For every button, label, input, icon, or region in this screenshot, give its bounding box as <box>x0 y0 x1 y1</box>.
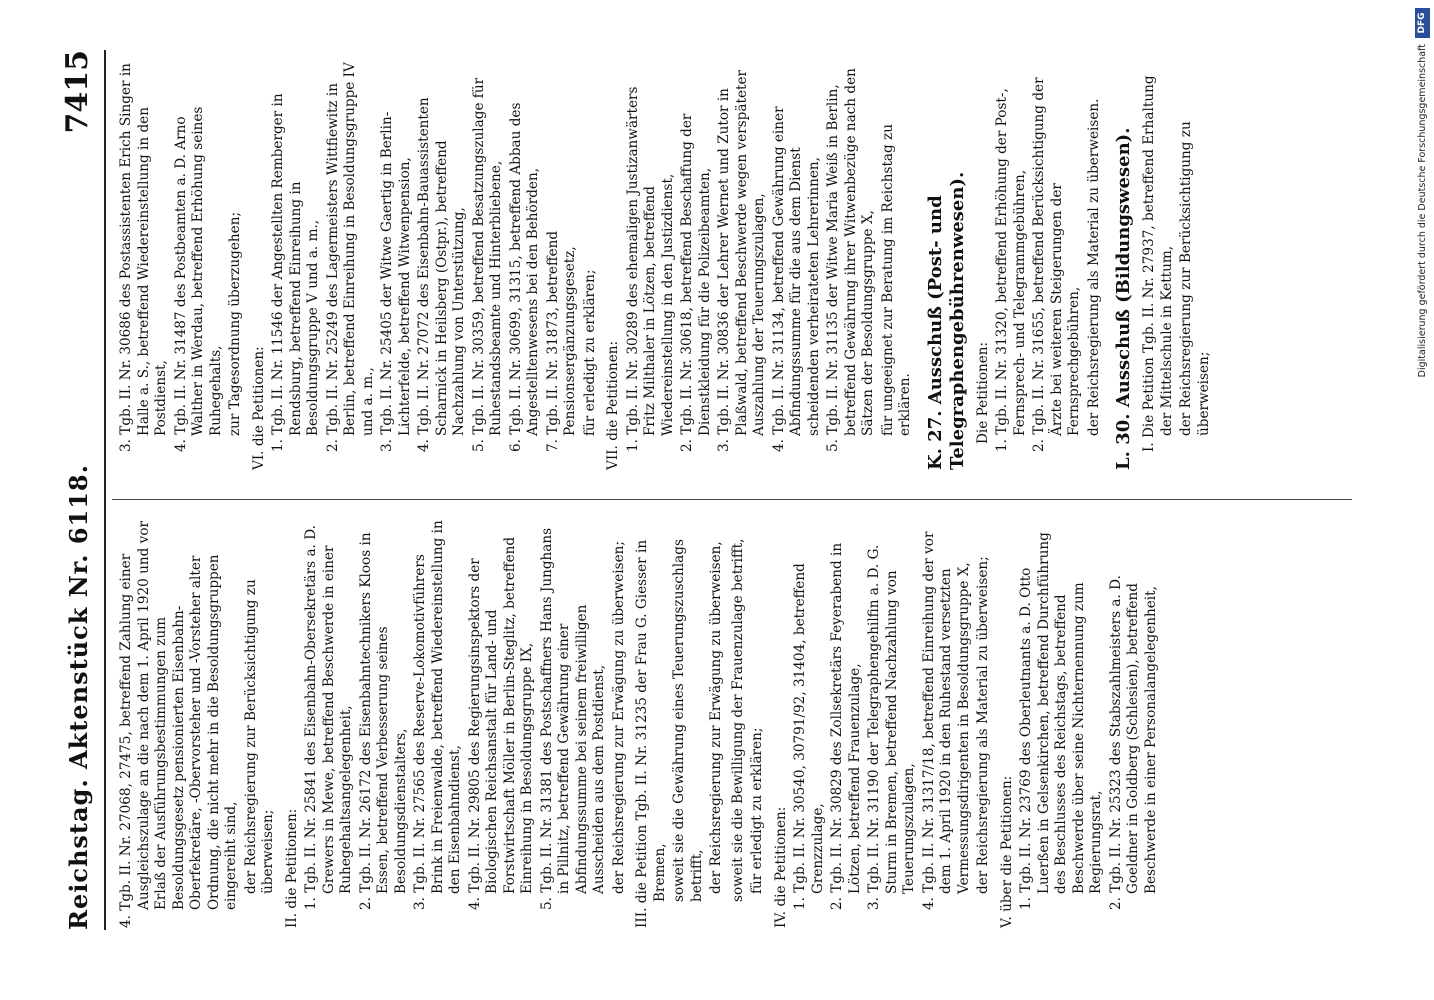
resolution: für erledigt zu erklären; <box>581 269 598 436</box>
resolution: zur Tagesordnung überzugehen; <box>227 211 243 436</box>
column-divider <box>112 499 1352 500</box>
petition-item: 1. Tgb. II. Nr. 30540, 30791/92, 31404, betreffend Grenzzulage, <box>792 563 826 910</box>
resolution: der Reichsregierung zur Berücksichtigung zu überweisen; <box>1178 121 1212 436</box>
petition-item: 4. Tgb. II. Nr. 31134, betreffend Gewährung einer Abfindungssumme für die aus dem Dienst scheidenden verheirateten Lehrerinnen, <box>770 106 822 452</box>
header-rule <box>104 50 106 930</box>
text-column-right <box>118 60 1217 470</box>
petition-item: 3. Tgb. II. Nr. 25405 der Witwe Gaertig in Berlin-Lichterfelde, betreffend Witwenpension, <box>379 111 413 452</box>
dfg-logo-icon: DFG <box>1415 8 1430 38</box>
resolution: für ungeeignet zur Beratung im Reichstag zu erklären. <box>879 124 913 436</box>
petition-item: 2. Tgb. II. Nr. 31655, betreffend Berücksichtigung der Ärzte bei weiteren Steigerungen der Fernsprechgebühren, <box>1031 77 1082 452</box>
resolution: der Reichsregierung zur Berücksichtigung zu überweisen; <box>242 579 276 894</box>
petition-item: 2. Tgb. II. Nr. 30829 des Zollsekretärs Feyerabend in Lötzen, betreffend Frauenzulage, <box>829 542 863 910</box>
committee-heading: K. 27. Ausschuß (Post- und Telegraphengebührenwesen). <box>924 171 968 470</box>
resolution: der Reichsregierung zur Erwägung zu überweisen; <box>610 541 627 894</box>
section-heading: VII. die Petitionen: <box>605 340 621 470</box>
section-heading: III. die Petition Tgb. II. Nr. 31235 der Frau G. Giesser in Bremen, <box>634 539 668 928</box>
petition-item: 4. Tgb. II. Nr. 31487 des Postbeamten a. D. Arno Walther in Werdau, betreffend Erhöhung seines Ruhegehalts, <box>172 106 224 452</box>
petition-item: 1. Tgb. II. Nr. 25841 des Eisenbahn-Obersekretärs a. D. Grewers in Mewe, betreffend Beschwerde in einer Ruhegehaltsangelegenheit, <box>303 525 354 910</box>
text-column-left <box>118 518 1162 928</box>
section-intro: Die Petitionen: <box>974 341 991 444</box>
resolution: der Reichsregierung zur Erwägung zu überweisen, <box>708 541 724 894</box>
committee-heading: L. 30. Ausschuß (Bildungswesen). <box>1113 127 1134 470</box>
petition-item: 4. Tgb. II. Nr. 27072 des Eisenbahn-Bauassistenten Scharnick in Heilsberg (Ostpr.), betreffend Nachzahlung von Unterstützung, <box>416 97 467 452</box>
digitization-credit <box>1410 0 1434 1000</box>
section-heading: II. die Petitionen: <box>283 808 300 928</box>
petition-clause: soweit sie die Bewilligung der Frauenzulage betrifft, <box>729 538 746 902</box>
header-title: Reichstag. Aktenstück Nr. 6118. <box>64 464 93 930</box>
petition-item: 2. Tgb. II. Nr. 26172 des Eisenbahntechnikers Kloos in Essen, betreffend Verbesserung seines Besoldungsdienstalters, <box>357 532 409 910</box>
petition-item: 5. Tgb. II. Nr. 30359, betreffend Besatzungszulage für Ruhestandsbeamte und Hinterbliebene, <box>470 77 504 452</box>
petition-item: 3. Tgb. II. Nr. 31190 der Telegraphengehilfin a. D. G. Sturm in Bremen, betreffend Nachzahlung von Teuerungszulagen, <box>866 544 917 910</box>
petition-item: 2. Tgb. II. Nr. 30618, betreffend Beschaffung der Dienstkleidung für die Polizeibeamten, <box>679 113 713 452</box>
resolution: der Reichsregierung als Material zu überweisen. <box>1085 98 1102 436</box>
petition-item: 4. Tgb. II. Nr. 27068, 27475, betreffend Zahlung einer Ausgleichszulage an die nach dem 1. April 1920 und vor Erlaß der Ausführungsbestimmungen zum Besoldungsgesetz pensionierten Eisenbahn-Oberfekretäre, -Obervorsteher und -Vorsteher alter Ordnung, die nicht mehr in die Besoldungsgruppen eingereiht sind, <box>118 520 239 928</box>
petition-item: 5. Tgb. II. Nr. 31381 des Postschaffners Hans Junghans in Pillnitz, betreffend Gewährung einer Abfindungssumme bei seinem freiwilligen Ausscheiden aus dem Postdienst, <box>538 527 607 910</box>
resolution: für erledigt zu erklären; <box>749 727 765 894</box>
petition-item: 1. Tgb. II. Nr. 31320, betreffend Erhöhung der Post-, Fernsprech- und Telegrammgebühren, <box>994 88 1028 452</box>
petition-item: 3. Tgb. II. Nr. 30686 des Postassistenten Erich Singer in Halle a. S., betreffend Wiedereinstellung in den Postdienst, <box>118 63 169 452</box>
petition-clause: soweit sie die Gewährung eines Teuerungszuschlags betrifft, <box>671 539 705 902</box>
petition-item: 7. Tgb. II. Nr. 31873, betreffend Pensionsergänzungsgesetz, <box>544 230 578 452</box>
petition-item: 3. Tgb. II. Nr. 27565 des Reserve-Lokomotivführers Brink in Freienwalde, betreffend Wiedereinstellung in den Eisenbahndienst, <box>412 520 463 910</box>
credit-text: Digitalisierung gefördert durch die Deutsche Forschungsgemeinschaft <box>1417 44 1428 378</box>
resolution: der Reichsregierung als Material zu überweisen; <box>975 556 991 894</box>
petition-item: 3. Tgb. II. Nr. 30836 der Lehrer Wernet und Zutor in Plaßwald, betreffend Beschwerde wegen verspäteter Auszahlung der Teuerungszulagen, <box>716 70 767 452</box>
credit-rotated <box>1412 0 1434 1000</box>
petition-item: 4. Tgb. II. Nr. 29805 des Regierungsinspektors der Biologischen Reichsanstalt für Land- und Forstwirtschaft Möller in Berlin-Steglitz, betreffend Einreihung in Besoldungsgruppe IX, <box>466 536 535 910</box>
section-heading: IV. die Petitionen: <box>772 806 789 928</box>
petition-item: 6. Tgb. II. Nr. 30699, 31315, betreffend Abbau des Angestelltenwesens bei den Behörden, <box>507 102 541 452</box>
section-heading: VI. die Petitionen: <box>250 346 267 470</box>
petition-item: 1. Tgb. II. Nr. 23769 des Oberleutnants a. D. Otto Luerßen in Gelsenkirchen, betreffend Durchführung des Beschlusses des Reichstags, betreffend Beschwerde über seine Nichternennung zum Regierungsrat, <box>1018 532 1104 910</box>
petition-item: 2. Tgb. II. Nr. 25249 des Lagermeisters Wittfiewitz in Berlin, betreffend Einreihung in Besoldungsgruppe IV und a. m., <box>324 62 376 452</box>
petition-item: 1. Tgb. II. Nr. 30289 des ehemaligen Justizanwärters Fritz Milthaler in Lötzen, betreffend Wiedereinstellung in den Justizdienst, <box>624 86 676 452</box>
petition-item: 4. Tgb. II. Nr. 31317/18, betreffend Einreihung der vor dem 1. April 1920 in den Ruhestand versetzten Vermessungsdirigenten in Besoldungsgruppe X, <box>920 531 972 910</box>
petition-item: 2. Tgb. II. Nr. 25323 des Stabszahlmeisters a. D. Goeldner in Goldberg (Schlesien), betreffend Beschwerde in einer Personalangelegenheit, <box>1107 575 1159 910</box>
petition-item: 5. Tgb. II. Nr. 31135 der Witwe Maria Weiß in Berlin, betreffend Gewährung ihrer Witwenbezüge nach den Sätzen der Besoldungsgruppe X, <box>825 68 876 452</box>
petition-item: 1. Tgb. II. Nr. 11546 der Angestellten Remberger in Rendsburg, betreffend Einreihung in Besoldungsgruppe V und a. m., <box>270 93 321 452</box>
section-heading: V. über die Petitionen: <box>998 775 1015 928</box>
page-number: 7415 <box>60 50 95 134</box>
petition-item: I. Die Petition Tgb. II. Nr. 27937, betreffend Erhaltung der Mittelschule in Kettum, <box>1141 75 1175 452</box>
page-header <box>60 50 100 930</box>
